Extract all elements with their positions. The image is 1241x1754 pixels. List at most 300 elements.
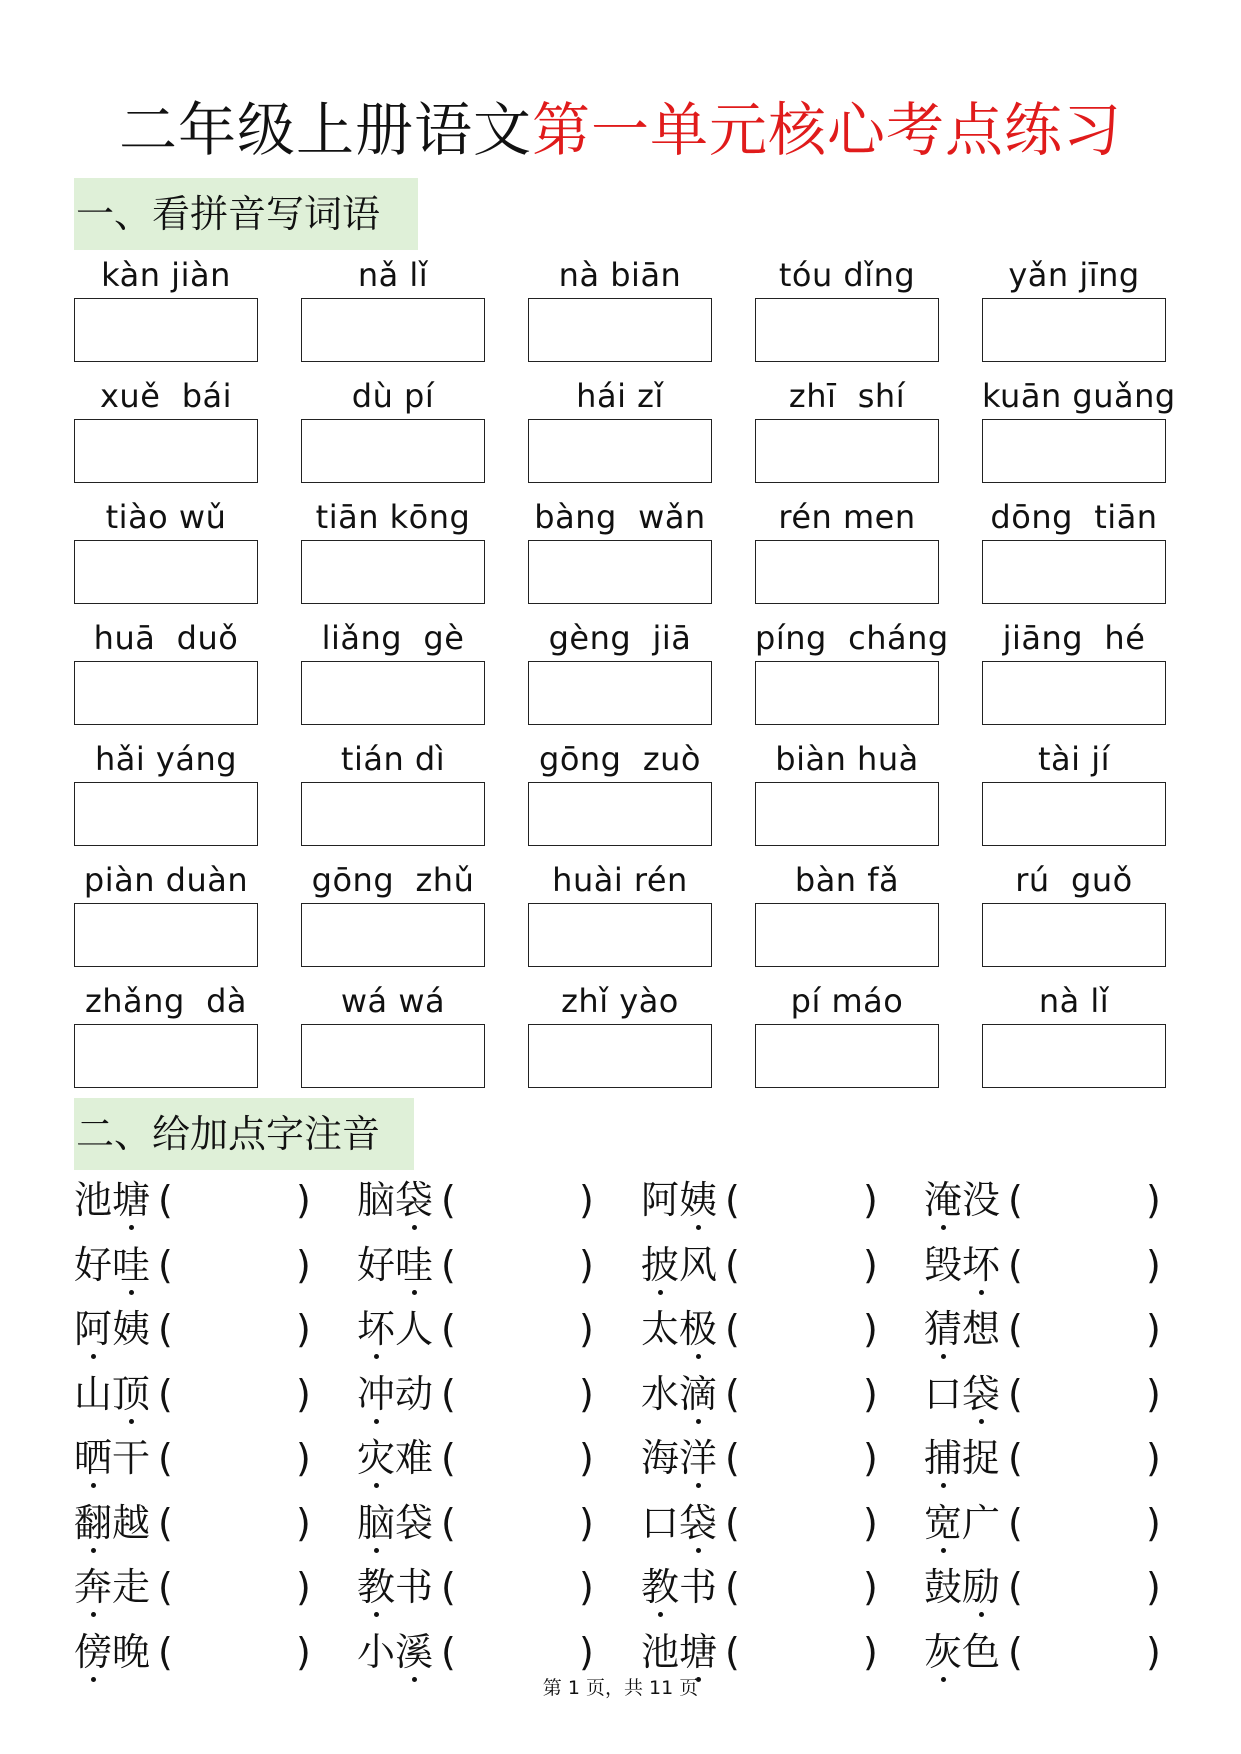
pinyin-item (74, 615, 258, 725)
pinyin-item (74, 978, 258, 1088)
pinyin-answer-slot[interactable] (1028, 1569, 1138, 1609)
word (74, 1239, 150, 1291)
pinyin-item (982, 736, 1166, 846)
zhuyin-item (357, 1364, 607, 1428)
pinyin-item (982, 494, 1166, 604)
answer-box[interactable] (528, 782, 712, 846)
pinyin-exercise-grid (74, 252, 1176, 1099)
pinyin-item (528, 857, 712, 967)
open-paren: ( (725, 1629, 740, 1674)
open-paren: ( (158, 1307, 173, 1351)
close-paren: ) (1146, 1178, 1161, 1222)
close-paren: ) (296, 1178, 311, 1222)
open-paren: ( (441, 1371, 456, 1416)
answer-box[interactable] (982, 782, 1166, 846)
pinyin-text: tài jí (1038, 740, 1110, 778)
dotted-char: 阿 (74, 1303, 112, 1355)
pinyin-answer-slot[interactable] (745, 1634, 855, 1674)
answer-box[interactable] (528, 661, 712, 725)
answer-box[interactable] (982, 1024, 1166, 1088)
word (74, 1174, 150, 1226)
answer-box[interactable] (528, 903, 712, 967)
char: 池 (641, 1629, 680, 1674)
word (74, 1368, 150, 1420)
zhuyin-item (357, 1428, 607, 1492)
pinyin-answer-slot[interactable] (745, 1247, 855, 1287)
pinyin-row (74, 373, 1176, 494)
pinyin-text: nà biān (558, 256, 682, 294)
zhuyin-item (641, 1557, 891, 1621)
pinyin-answer-slot[interactable] (461, 1182, 571, 1222)
zhuyin-row (74, 1364, 1174, 1429)
zhuyin-item (357, 1235, 607, 1299)
pinyin-answer-slot[interactable] (745, 1311, 855, 1351)
answer-box[interactable] (301, 661, 485, 725)
word (924, 1626, 1000, 1678)
pinyin-text: wá wá (340, 982, 446, 1020)
pinyin-text: yǎn jīng (1008, 256, 1140, 294)
word (641, 1561, 717, 1613)
pinyin-item (74, 252, 258, 362)
pinyin-text: rú guǒ (1015, 861, 1133, 899)
pinyin-text: liǎng gè (321, 619, 465, 657)
word (924, 1368, 1000, 1420)
zhuyin-item (641, 1170, 891, 1234)
pinyin-answer-slot[interactable] (745, 1440, 855, 1480)
dotted-char: 极 (679, 1303, 717, 1355)
char: 好 (357, 1242, 396, 1287)
open-paren: ( (158, 1178, 173, 1222)
pinyin-answer-slot[interactable] (461, 1376, 571, 1416)
pinyin-row (74, 736, 1168, 857)
char: 池 (74, 1178, 113, 1222)
word (74, 1561, 150, 1613)
pinyin-text: tiào wǔ (105, 498, 227, 536)
pinyin-row (74, 494, 1168, 615)
pinyin-item (982, 857, 1166, 967)
close-paren: ) (863, 1307, 878, 1351)
open-paren: ( (1008, 1500, 1023, 1545)
char: 越 (112, 1500, 151, 1545)
open-paren: ( (158, 1565, 173, 1609)
pinyin-answer-slot[interactable] (178, 1440, 288, 1480)
title-grade: 二年级上册语文 (118, 96, 532, 164)
answer-box[interactable] (755, 540, 939, 604)
pinyin-item (528, 978, 712, 1088)
pinyin-text: nà lǐ (1038, 982, 1110, 1020)
char: 没 (962, 1178, 1001, 1222)
answer-box[interactable] (74, 903, 258, 967)
word (924, 1432, 1000, 1484)
pinyin-answer-slot[interactable] (461, 1634, 571, 1674)
answer-box[interactable] (982, 540, 1166, 604)
pinyin-item (982, 252, 1166, 362)
pinyin-text: gèng jiā (548, 619, 692, 657)
char: 想 (962, 1307, 1001, 1351)
dotted-char: 姨 (679, 1174, 717, 1226)
pinyin-text: zhī shí (788, 377, 906, 415)
open-paren: ( (1008, 1436, 1023, 1480)
pinyin-item (528, 373, 712, 483)
pinyin-item (755, 857, 939, 967)
pinyin-item (301, 252, 485, 362)
char: 脑 (357, 1178, 396, 1222)
open-paren: ( (441, 1178, 456, 1222)
pinyin-text: nǎ lǐ (357, 256, 429, 294)
pinyin-text: pí máo (790, 982, 904, 1020)
char: 书 (679, 1565, 718, 1609)
word (641, 1497, 717, 1549)
dotted-char: 洋 (679, 1432, 717, 1484)
close-paren: ) (579, 1436, 594, 1480)
pinyin-text: huài rén (552, 861, 688, 899)
pinyin-item (301, 978, 485, 1088)
dotted-char: 灰 (924, 1626, 962, 1678)
char: 好 (74, 1242, 113, 1287)
pinyin-answer-slot[interactable] (178, 1182, 288, 1222)
open-paren: ( (1008, 1371, 1023, 1416)
answer-box[interactable] (528, 1024, 712, 1088)
char: 山 (74, 1371, 113, 1416)
title-unit: 第一单元核心考点练习 (532, 96, 1123, 164)
char: 干 (112, 1436, 151, 1480)
pinyin-item (755, 736, 939, 846)
pinyin-item (301, 494, 485, 604)
char: 毁 (924, 1242, 963, 1287)
answer-box[interactable] (528, 419, 712, 483)
pinyin-text: hái zǐ (576, 377, 664, 415)
answer-box[interactable] (74, 782, 258, 846)
zhuyin-item (74, 1299, 324, 1363)
section2-heading: 二、给加点字注音 (74, 1098, 414, 1170)
open-paren: ( (158, 1436, 173, 1480)
word (357, 1432, 433, 1484)
pinyin-text: bàn fǎ (794, 861, 900, 899)
word (641, 1303, 717, 1355)
answer-box[interactable] (982, 298, 1166, 362)
open-paren: ( (441, 1629, 456, 1674)
dotted-char: 翻 (74, 1497, 112, 1549)
dotted-char: 塘 (679, 1626, 717, 1678)
word (74, 1303, 150, 1355)
word (74, 1626, 150, 1678)
pinyin-answer-slot[interactable] (178, 1569, 288, 1609)
word (357, 1561, 433, 1613)
pinyin-answer-slot[interactable] (178, 1311, 288, 1351)
char: 袋 (395, 1500, 434, 1545)
answer-box[interactable] (528, 540, 712, 604)
word (641, 1239, 717, 1291)
pinyin-item (755, 494, 939, 604)
open-paren: ( (725, 1178, 740, 1222)
char: 色 (962, 1629, 1001, 1674)
close-paren: ) (579, 1307, 594, 1351)
close-paren: ) (863, 1565, 878, 1609)
pinyin-answer-slot[interactable] (461, 1505, 571, 1545)
open-paren: ( (1008, 1178, 1023, 1222)
close-paren: ) (1146, 1242, 1161, 1287)
pinyin-text: xuě bái (99, 377, 233, 415)
pinyin-answer-slot[interactable] (461, 1440, 571, 1480)
zhuyin-row (74, 1170, 1174, 1235)
answer-box[interactable] (755, 419, 939, 483)
zhuyin-item (357, 1493, 607, 1557)
char: 捉 (962, 1436, 1001, 1480)
pinyin-row (74, 615, 1168, 736)
word (357, 1174, 433, 1226)
zhuyin-item (924, 1170, 1174, 1234)
pinyin-answer-slot[interactable] (1028, 1440, 1138, 1480)
zhuyin-item (357, 1557, 607, 1621)
zhuyin-item (641, 1493, 891, 1557)
pinyin-answer-slot[interactable] (178, 1376, 288, 1416)
open-paren: ( (725, 1436, 740, 1480)
open-paren: ( (1008, 1565, 1023, 1609)
pinyin-item (755, 615, 949, 725)
pinyin-text: kuān guǎng (982, 377, 1176, 415)
char: 难 (395, 1436, 434, 1480)
word (924, 1303, 1000, 1355)
zhuyin-row (74, 1493, 1174, 1558)
pinyin-answer-slot[interactable] (461, 1569, 571, 1609)
answer-box[interactable] (301, 540, 485, 604)
answer-box[interactable] (982, 903, 1166, 967)
page-title (0, 92, 1241, 168)
answer-box[interactable] (755, 661, 939, 725)
answer-box[interactable] (74, 1024, 258, 1088)
close-paren: ) (579, 1242, 594, 1287)
zhuyin-item (357, 1170, 607, 1234)
dotted-char: 淹 (924, 1174, 962, 1226)
char: 人 (395, 1307, 434, 1351)
pinyin-text: tiān kōng (315, 498, 471, 536)
dotted-char: 顶 (112, 1368, 150, 1420)
pinyin-text: jiāng hé (1002, 619, 1146, 657)
zhuyin-item (74, 1235, 324, 1299)
pinyin-text: bàng wǎn (534, 498, 706, 536)
close-paren: ) (296, 1371, 311, 1416)
answer-box[interactable] (301, 782, 485, 846)
pinyin-answer-slot[interactable] (745, 1182, 855, 1222)
pinyin-answer-slot[interactable] (745, 1505, 855, 1545)
pinyin-text: tóu dǐng (778, 256, 916, 294)
pinyin-row (74, 857, 1168, 978)
close-paren: ) (863, 1242, 878, 1287)
char: 口 (924, 1371, 963, 1416)
pinyin-item (74, 494, 258, 604)
answer-box[interactable] (528, 298, 712, 362)
dotted-char: 袋 (962, 1368, 1000, 1420)
pinyin-item (982, 373, 1176, 483)
dotted-char: 冲 (357, 1368, 395, 1420)
pinyin-item (74, 736, 258, 846)
word (924, 1561, 1000, 1613)
zhuyin-item (357, 1299, 607, 1363)
word (641, 1626, 717, 1678)
dotted-char: 披 (641, 1239, 679, 1291)
pinyin-answer-slot[interactable] (1028, 1182, 1138, 1222)
char: 口 (641, 1500, 680, 1545)
pinyin-row (74, 978, 1168, 1099)
word (641, 1368, 717, 1420)
pinyin-answer-slot[interactable] (1028, 1376, 1138, 1416)
dotted-char: 灾 (357, 1432, 395, 1484)
zhuyin-item (924, 1557, 1174, 1621)
word (924, 1497, 1000, 1549)
open-paren: ( (158, 1629, 173, 1674)
answer-box[interactable] (301, 903, 485, 967)
char: 风 (679, 1242, 718, 1287)
zhuyin-item (924, 1428, 1174, 1492)
open-paren: ( (1008, 1307, 1023, 1351)
zhuyin-item (641, 1235, 891, 1299)
pinyin-item (301, 736, 485, 846)
open-paren: ( (158, 1371, 173, 1416)
char: 阿 (641, 1178, 680, 1222)
dotted-char: 捕 (924, 1432, 962, 1484)
pinyin-row (74, 252, 1168, 373)
dotted-char: 袋 (395, 1174, 433, 1226)
pinyin-answer-slot[interactable] (1028, 1247, 1138, 1287)
pinyin-text: zhǐ yào (561, 982, 679, 1020)
char: 太 (641, 1307, 680, 1351)
close-paren: ) (1146, 1500, 1161, 1545)
close-paren: ) (1146, 1307, 1161, 1351)
answer-box[interactable] (301, 1024, 485, 1088)
char: 水 (641, 1371, 680, 1416)
zhuyin-item (924, 1493, 1174, 1557)
close-paren: ) (863, 1178, 878, 1222)
word (357, 1239, 433, 1291)
close-paren: ) (579, 1500, 594, 1545)
pinyin-answer-slot[interactable] (1028, 1634, 1138, 1674)
dotted-char: 滴 (679, 1368, 717, 1420)
pinyin-answer-slot[interactable] (178, 1505, 288, 1545)
pinyin-item (982, 978, 1166, 1088)
pinyin-answer-slot[interactable] (461, 1247, 571, 1287)
dotted-char: 塘 (112, 1174, 150, 1226)
pinyin-item (755, 373, 939, 483)
pinyin-answer-slot[interactable] (1028, 1505, 1138, 1545)
answer-box[interactable] (755, 298, 939, 362)
answer-box[interactable] (301, 298, 485, 362)
answer-box[interactable] (982, 661, 1166, 725)
close-paren: ) (579, 1565, 594, 1609)
close-paren: ) (296, 1307, 311, 1351)
word (924, 1174, 1000, 1226)
char: 广 (962, 1500, 1001, 1545)
open-paren: ( (441, 1500, 456, 1545)
pinyin-item (528, 615, 712, 725)
section1-heading: 一、看拼音写词语 (74, 178, 418, 250)
pinyin-item (528, 252, 712, 362)
open-paren: ( (725, 1242, 740, 1287)
pinyin-text: hǎi yáng (94, 740, 238, 778)
close-paren: ) (863, 1629, 878, 1674)
close-paren: ) (296, 1500, 311, 1545)
zhuyin-item (74, 1557, 324, 1621)
dotted-char: 脑 (357, 1497, 395, 1549)
pinyin-answer-slot[interactable] (178, 1634, 288, 1674)
page-footer: 第 1 页，共 11 页 (542, 1677, 699, 1699)
pinyin-item (301, 373, 485, 483)
char: 走 (112, 1565, 151, 1609)
pinyin-text: zhǎng dà (84, 982, 248, 1020)
pinyin-text: gōng zhǔ (311, 861, 475, 899)
pinyin-text: kàn jiàn (101, 256, 231, 294)
answer-box[interactable] (982, 419, 1166, 483)
answer-box[interactable] (755, 1024, 939, 1088)
word (641, 1432, 717, 1484)
close-paren: ) (863, 1436, 878, 1480)
pinyin-answer-slot[interactable] (178, 1247, 288, 1287)
zhuyin-row (74, 1299, 1174, 1364)
dotted-char: 坏 (962, 1239, 1000, 1291)
word (357, 1303, 433, 1355)
answer-box[interactable] (301, 419, 485, 483)
char: 动 (395, 1371, 434, 1416)
open-paren: ( (441, 1565, 456, 1609)
char: 鼓 (924, 1565, 963, 1609)
answer-box[interactable] (74, 298, 258, 362)
word (74, 1432, 150, 1484)
zhuyin-item (641, 1364, 891, 1428)
close-paren: ) (296, 1629, 311, 1674)
word (924, 1239, 1000, 1291)
dotted-char: 袋 (679, 1497, 717, 1549)
pinyin-answer-slot[interactable] (745, 1376, 855, 1416)
open-paren: ( (725, 1371, 740, 1416)
zhuyin-item (924, 1235, 1174, 1299)
pinyin-item (528, 494, 712, 604)
dotted-char: 哇 (112, 1239, 150, 1291)
answer-box[interactable] (74, 540, 258, 604)
open-paren: ( (725, 1307, 740, 1351)
close-paren: ) (296, 1565, 311, 1609)
zhuyin-exercise-grid (74, 1170, 1174, 1686)
close-paren: ) (296, 1436, 311, 1480)
dotted-char: 宽 (924, 1497, 962, 1549)
zhuyin-item (74, 1364, 324, 1428)
pinyin-item (301, 857, 485, 967)
zhuyin-row (74, 1235, 1174, 1300)
close-paren: ) (1146, 1371, 1161, 1416)
answer-box[interactable] (755, 782, 939, 846)
zhuyin-item (641, 1428, 891, 1492)
answer-box[interactable] (74, 419, 258, 483)
open-paren: ( (441, 1436, 456, 1480)
pinyin-text: rén men (778, 498, 916, 536)
pinyin-item (301, 615, 485, 725)
answer-box[interactable] (74, 661, 258, 725)
pinyin-answer-slot[interactable] (461, 1311, 571, 1351)
char: 小 (357, 1629, 396, 1674)
word (74, 1497, 150, 1549)
pinyin-answer-slot[interactable] (745, 1569, 855, 1609)
open-paren: ( (1008, 1629, 1023, 1674)
word (357, 1368, 433, 1420)
answer-box[interactable] (755, 903, 939, 967)
open-paren: ( (441, 1307, 456, 1351)
pinyin-text: píng cháng (755, 619, 949, 657)
pinyin-text: dōng tiān (990, 498, 1158, 536)
dotted-char: 教 (357, 1561, 395, 1613)
close-paren: ) (1146, 1629, 1161, 1674)
pinyin-item (528, 736, 712, 846)
pinyin-answer-slot[interactable] (1028, 1311, 1138, 1351)
zhuyin-item (74, 1170, 324, 1234)
zhuyin-row (74, 1557, 1174, 1622)
